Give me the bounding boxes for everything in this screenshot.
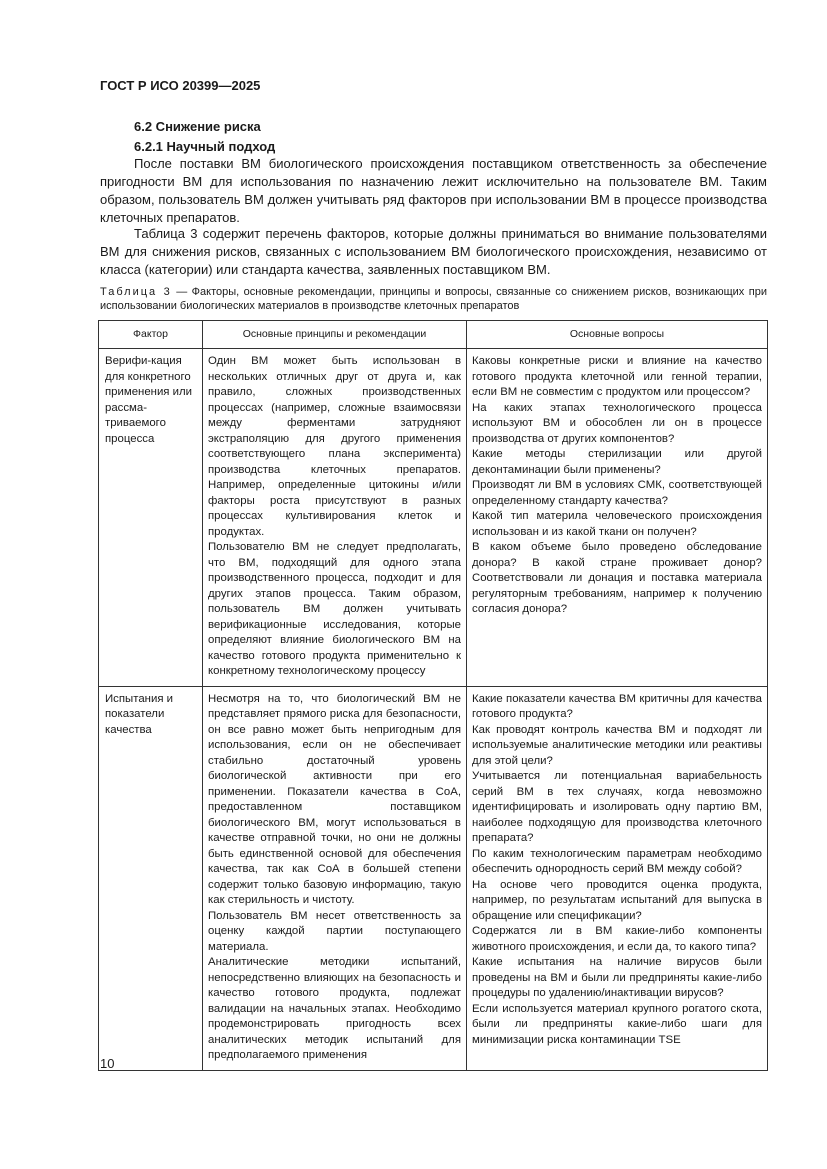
- questions-cell: [467, 349, 768, 687]
- question-text: Какие показатели качества ВМ критичны для качества готового продукта?: [472, 692, 762, 720]
- paragraph-2: Таблица 3 содержит перечень факторов, которые должны приниматься во внимание пользователями ВМ для снижения рисков, связанных с использованием ВМ биологического происхождения, независимо от класса (категории) или стандарта качества, заявленных поставщиком ВМ.: [100, 226, 767, 277]
- column-header-principles: Основные принципы и рекомендации: [203, 321, 467, 349]
- question-text: Какие методы стерилизации или другой деконтаминации были применены?: [472, 448, 762, 476]
- table-header-row: [99, 321, 768, 349]
- principles-cell: [203, 686, 467, 1070]
- question-text: Какой тип материла человеческого происхождения использован и из какой ткани он получен?: [472, 510, 762, 538]
- table-caption-text: — Факторы, основные рекомендации, принципы и вопросы, связанные со снижением рисков, возникающих при использовании биологических материалов в производстве клеточных препаратов: [100, 286, 767, 312]
- document-header: ГОСТ Р ИСО 20399—2025: [100, 78, 261, 93]
- question-text: Учитывается ли потенциальная вариабельность серий ВМ в тех случаях, когда невозможно идентифицировать и изолировать одну партию ВМ, наиболее подходящую для производства клеточного препарата?: [472, 770, 762, 844]
- question-text: На каких этапах технологического процесса используют ВМ и обособлен ли он в процессе производства от других компонентов?: [472, 401, 762, 445]
- factor-cell: Испытания и показатели качества: [99, 686, 203, 1070]
- table-row: [99, 686, 768, 1070]
- table-row: [99, 349, 768, 687]
- principles-cell: [203, 349, 467, 687]
- question-text: Производят ли ВМ в условиях СМК, соответствующей определенному стандарту качества?: [472, 479, 762, 507]
- principle-text: Один ВМ может быть использован в нескольких отличных друг от друга и, как правило, сложных производственных процессах (например, сложные взаимосвязи между ферментами затрудняют экстраполяцию для другого применения соответствующего плана эксперимента) производства клеточных препаратов. Например, определенные цитокины и/или факторы роста присутствуют в разных процессах культивирования клеток и продуктах.: [208, 355, 461, 538]
- page-number: 10: [100, 1056, 115, 1071]
- principle-text: Пользователю ВМ не следует предполагать, что ВМ, подходящий для одного этапа производственного процесса, подходит и для других этапов процесса. Таким образом, пользователь ВМ должен учитывать верификационные исследования, которые определяют влияние биологического ВМ на качество готового продукта применительно к конкретному технологическому процессу: [208, 541, 461, 677]
- table-caption: [100, 285, 767, 313]
- factors-table: [98, 320, 768, 1071]
- question-text: В каком объеме было проведено обследование донора? В какой стране проживает донор? Соответствовали ли донация и поставка материала регуляторным требованиям, например к получению согласия донора?: [472, 541, 762, 615]
- subsection-heading: 6.2.1 Научный подход: [134, 139, 276, 154]
- column-header-factor: Фактор: [99, 321, 203, 349]
- factor-cell: Верифи-кация для конкретного применения или рассма-триваемого процесса: [99, 349, 203, 687]
- principle-text: Несмотря на то, что биологический ВМ не представляет прямого риска для безопасности, он все равно может быть непригодным для использования, если он не обеспечивает стабильно достаточный уровень биологической активности при его применении. Показатели качества в CoA, предоставленном поставщиком биологического ВМ, могут использоваться в качестве отправной точки, но они не должны быть единственной основой для обеспечения качества, так как CoA в большей степени содержит только базовую информацию, такую как стерильность и чистоту.: [208, 692, 461, 906]
- question-text: По каким технологическим параметрам необходимо обеспечить однородность серий ВМ между собой?: [472, 847, 762, 875]
- question-text: Какие испытания на наличие вирусов были проведены на ВМ и были ли предприняты какие-либо процедуры по удалению/инактивации вирусов?: [472, 956, 762, 999]
- principle-text: Аналитические методики испытаний, непосредственно влияющих на безопасность и качество готового продукта, подлежат валидации на начальных этапах. Необходимо продемонстрировать пригодность всех аналитических методик испытаний для предполагаемого применения: [208, 956, 461, 1061]
- question-text: Содержатся ли в ВМ какие-либо компоненты животного происхождения, и если да, то какого типа?: [472, 925, 762, 953]
- question-text: Каковы конкретные риски и влияние на качество готового продукта клеточной или генной терапии, если ВМ не совместим с продуктом или процессом?: [472, 355, 762, 398]
- principle-text: Пользователь ВМ несет ответственность за оценку каждой партии поступающего материала.: [208, 909, 461, 953]
- table-caption-label: Таблица 3: [100, 286, 172, 298]
- questions-cell: [467, 686, 768, 1070]
- section-heading: 6.2 Снижение риска: [134, 119, 261, 134]
- question-text: Как проводят контроль качества ВМ и подходят ли используемые аналитические методики или реактивы для этой цели?: [472, 723, 762, 767]
- question-text: На основе чего проводится оценка продукта, например, по результатам испытаний для выпуска в обращение или спецификации?: [472, 878, 762, 922]
- column-header-questions: Основные вопросы: [467, 321, 768, 349]
- question-text: Если используется материал крупного рогатого скота, были ли предприняты какие-либо шаги для минимизации риска контаминации TSE: [472, 1002, 762, 1046]
- paragraph-1: После поставки ВМ биологического происхождения поставщиком ответственность за обеспечение пригодности ВМ для использования по назначению лежит исключительно на пользователе ВМ. Таким образом, пользователь ВМ должен учитывать ряд факторов при использовании ВМ в процессе производства клеточных препаратов.: [100, 156, 767, 225]
